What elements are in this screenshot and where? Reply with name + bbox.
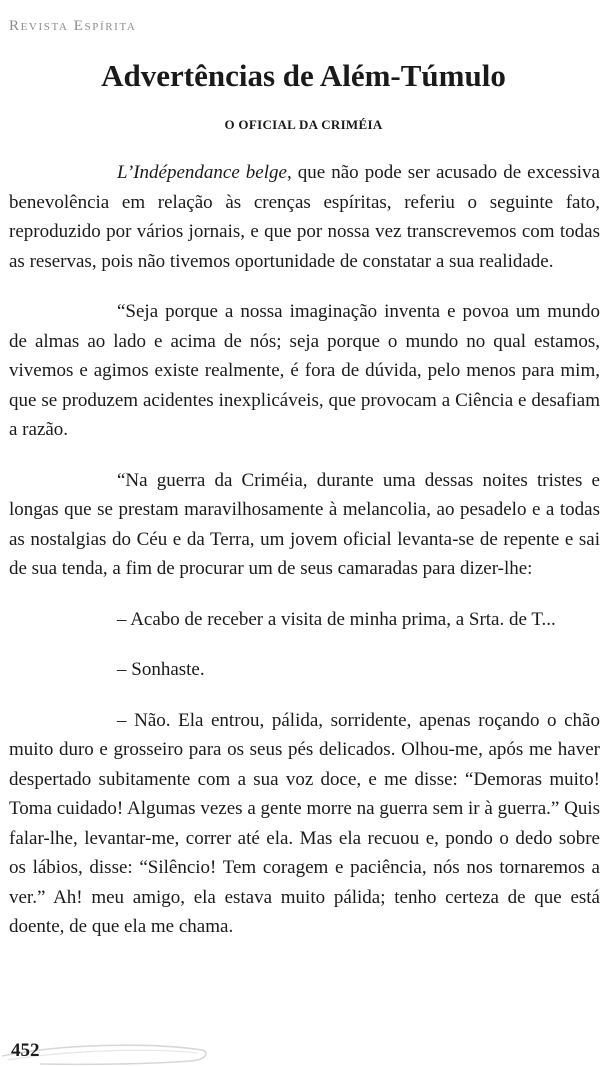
paragraph: – Não. Ela entrou, pálida, sorridente, apenas roçando o chão muito duro e grosseiro para os seus pés delicados. Olhou-me, após me haver despertado subitamente com a sua voz doce, e me disse: “Demoras muito! Toma cuidado! Algumas vezes a gente morre na guerra sem ir à guerra.” Quis falar-lhe, levantar-me, correr até ela. Mas ela recuou e, pondo o dedo sobre os lábios, disse: “Silêncio! Tem coragem e paciência, nós nos tornaremos a ver.” Ah! meu amigo, ela estava muito pálida; tenho certeza de que está doente, de que ela me chama. xyxy=(9,709,600,937)
running-head: Revista Espírita xyxy=(9,18,137,34)
article-body xyxy=(9,158,600,942)
paragraph xyxy=(9,158,600,276)
paragraph: “Seja porque a nossa imaginação inventa e povoa um mundo de almas ao lado e acima de nós; seja porque o mundo no qual estamos, vivemos e agimos existe realmente, é fora de dúvida, pelo menos para mim, que se produzem acidentes inexplicáveis, que provocam a Ciência e desafiam a razão. xyxy=(9,301,600,440)
dialog-line: – Acabo de receber a visita de minha prima, a Srta. de T... xyxy=(117,608,556,630)
dialog-line: – Sonhaste. xyxy=(117,659,205,680)
paragraph: “Na guerra da Criméia, durante uma dessas noites tristes e longas que se prestam maravilhosamente à melancolia, ao pesadelo e a todas as nostalgias do Céu e da Terra, um jovem oficial levanta-se de repente e sai de sua tenda, a fim de procurar um de seus camaradas para dizer-lhe: xyxy=(9,469,600,579)
article-title: Advertências de Além-Túmulo xyxy=(101,58,506,93)
page-number: 452 xyxy=(11,1040,40,1061)
article-subtitle: O OFICIAL DA CRIMÉIA xyxy=(224,117,383,132)
paragraph-text: , que não pode ser acusado de excessiva benevolência em relação às crenças espíritas, referiu o seguinte fato, reproduzido por vários jornais, e que por nossa vez transcrevemos com todas as reservas, pois não tivemos oportunidade de constatar a sua realidade. xyxy=(9,162,600,272)
page-footer xyxy=(0,1034,607,1067)
newspaper-name: L’Indépendance belge xyxy=(117,162,287,183)
